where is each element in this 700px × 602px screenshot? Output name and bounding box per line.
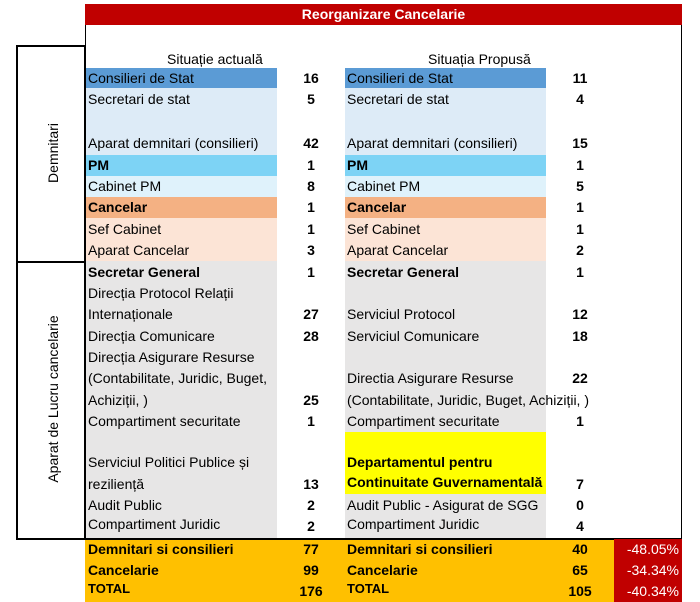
proposed-label-departament-2: Continuitate Guvernamentală: [347, 474, 543, 490]
current-value-pm: 1: [307, 157, 315, 173]
proposed-value-consilieri: 11: [572, 70, 588, 86]
proposed-label-cabinet-pm: Cabinet PM: [347, 178, 421, 194]
proposed-value-secretari: 4: [576, 91, 584, 107]
current-label-resurse-3: Achiziții, ): [88, 392, 148, 408]
proposed-label-securitate: Compartiment securitate: [347, 413, 500, 429]
current-value-sef-cabinet: 1: [307, 221, 315, 237]
proposed-label-departament-1: Departamentul pentru: [347, 454, 493, 470]
proposed-value-juridic: 4: [576, 518, 584, 534]
proposed-value-protocol: 12: [572, 306, 588, 322]
current-label-politici-2: reziliență: [88, 476, 145, 492]
total-label-total-proposed: TOTAL: [347, 581, 390, 596]
current-label-secretar-general: Secretar General: [88, 264, 201, 280]
proposed-label-juridic: Compartiment Juridic: [347, 516, 480, 532]
proposed-value-audit: 0: [576, 497, 584, 513]
proposed-value-cabinet-pm: 5: [576, 178, 584, 194]
proposed-label-aparat-cancelar: Aparat Cancelar: [347, 242, 449, 258]
current-label-protocol-2: Internaționale: [88, 306, 173, 322]
proposed-label-protocol: Serviciul Protocol: [347, 306, 456, 322]
current-label-resurse-2: (Contabilitate, Juridic, Buget,: [88, 370, 267, 386]
total-pct-demnitari: -48.05%: [614, 539, 682, 560]
total-pct-total: -40.34%: [614, 581, 682, 602]
proposed-value-securitate: 1: [576, 413, 584, 429]
page-title: Reorganizare Cancelarie: [85, 4, 682, 25]
current-label-secretari: Secretari de stat: [88, 91, 190, 107]
proposed-label-comunicare: Serviciul Comunicare: [347, 328, 480, 344]
proposed-value-secretar-general: 1: [576, 264, 584, 280]
current-value-comunicare: 28: [303, 328, 319, 344]
proposed-label-secretar-general: Secretar General: [347, 264, 460, 280]
proposed-value-aparat-demnitari: 15: [572, 135, 588, 151]
current-label-audit: Audit Public: [88, 497, 162, 513]
current-label-politici-1: Serviciul Politici Publice și: [88, 454, 250, 470]
total-current-cancelarie: 99: [303, 562, 319, 578]
current-value-secretar-general: 1: [307, 264, 315, 280]
demnitari-group-box: [16, 45, 86, 263]
demnitari-label: Demnitari: [45, 123, 61, 183]
aparat-label: Aparat de Lucru cancelarie: [45, 315, 61, 483]
current-value-resurse: 25: [303, 392, 319, 408]
proposed-value-sef-cabinet: 1: [576, 221, 584, 237]
current-label-sef-cabinet: Sef Cabinet: [88, 221, 162, 237]
current-label-securitate: Compartiment securitate: [88, 413, 241, 429]
total-proposed-total: 105: [568, 583, 592, 599]
proposed-label-resurse-2: (Contabilitate, Juridic, Buget, Achiziții, ): [347, 392, 589, 408]
current-value-aparat-cancelar: 3: [307, 242, 315, 258]
current-label-pm: PM: [88, 157, 109, 173]
total-current-total: 176: [299, 583, 323, 599]
current-value-juridic: 2: [307, 518, 315, 534]
aparat-group-box: [16, 261, 86, 540]
current-value-secretari: 5: [307, 91, 315, 107]
proposed-label-pm: PM: [347, 157, 368, 173]
total-label-total: TOTAL: [88, 581, 131, 596]
total-label-demnitari-proposed: Demnitari si consilieri: [347, 541, 493, 557]
current-value-securitate: 1: [307, 413, 315, 429]
proposed-value-aparat-cancelar: 2: [576, 242, 584, 258]
current-value-audit: 2: [307, 497, 315, 513]
current-label-resurse-1: Direcția Asigurare Resurse: [88, 349, 255, 365]
proposed-label-cancelar: Cancelar: [347, 199, 407, 215]
proposed-value-comunicare: 18: [572, 328, 588, 344]
proposed-label-aparat-demnitari: Aparat demnitari (consilieri): [347, 135, 518, 151]
proposed-label-audit: Audit Public - Asigurat de SGG: [347, 497, 539, 513]
current-label-cancelar: Cancelar: [88, 199, 148, 215]
current-label-comunicare: Direcția Comunicare: [88, 328, 215, 344]
proposed-label-secretari: Secretari de stat: [347, 91, 449, 107]
proposed-value-cancelar: 1: [576, 199, 584, 215]
current-label-cabinet-pm: Cabinet PM: [88, 178, 162, 194]
current-value-consilieri: 16: [303, 70, 319, 86]
bg-proposed-pm: [345, 155, 546, 176]
total-pct-cancelarie: -34.34%: [614, 560, 682, 581]
proposed-label-resurse-1: Directia Asigurare Resurse: [347, 370, 514, 386]
total-current-demnitari: 77: [303, 541, 319, 557]
current-value-politici: 13: [303, 476, 319, 492]
current-label-protocol-1: Direcția Protocol Relații: [88, 285, 234, 301]
bg-current-pm: [86, 155, 277, 176]
proposed-label-sef-cabinet: Sef Cabinet: [347, 221, 421, 237]
current-value-cancelar: 1: [307, 199, 315, 215]
proposed-value-pm: 1: [576, 157, 584, 173]
current-label-consilieri: Consilieri de Stat: [88, 70, 194, 86]
total-proposed-cancelarie: 65: [572, 562, 588, 578]
total-label-demnitari: Demnitari si consilieri: [88, 541, 234, 557]
header-proposed: Situația Propusă: [428, 51, 531, 67]
total-label-cancelarie-proposed: Cancelarie: [347, 562, 418, 578]
proposed-value-resurse: 22: [572, 370, 588, 386]
current-label-aparat-cancelar: Aparat Cancelar: [88, 242, 190, 258]
total-proposed-demnitari: 40: [572, 541, 588, 557]
current-value-cabinet-pm: 8: [307, 178, 315, 194]
proposed-label-consilieri: Consilieri de Stat: [347, 70, 453, 86]
total-label-cancelarie: Cancelarie: [88, 562, 159, 578]
current-label-juridic: Compartiment Juridic: [88, 516, 221, 532]
current-label-aparat-demnitari: Aparat demnitari (consilieri): [88, 135, 259, 151]
current-value-aparat-demnitari: 42: [303, 135, 319, 151]
header-current: Situație actuală: [167, 51, 263, 67]
proposed-value-departament: 7: [576, 476, 584, 492]
current-value-protocol: 27: [303, 306, 319, 322]
